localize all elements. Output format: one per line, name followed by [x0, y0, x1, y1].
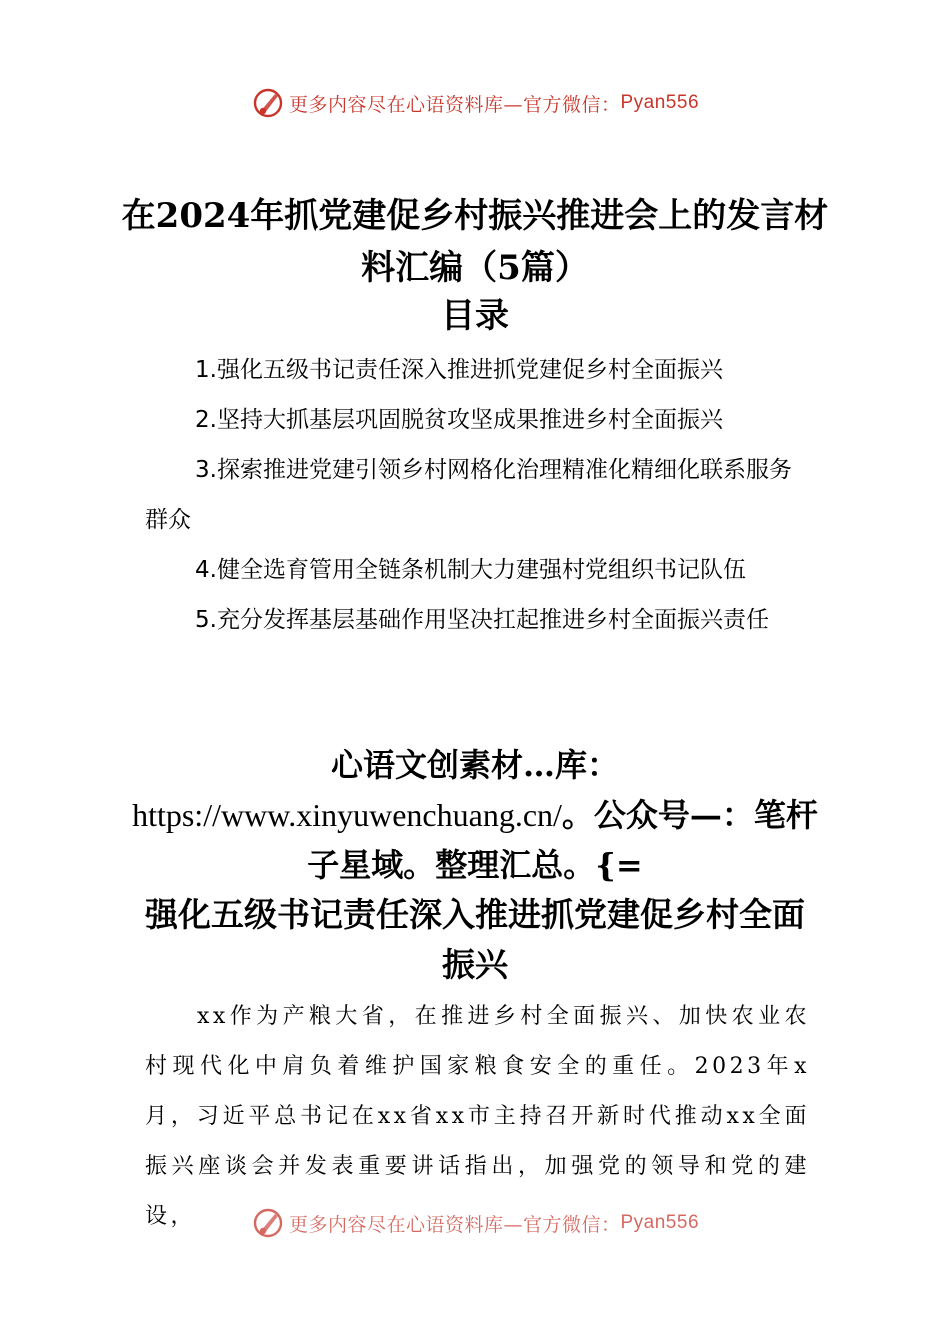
toc-entry-1: 1.强化五级书记责任深入推进抓党建促乡村全面振兴	[195, 357, 723, 383]
promo-suffix: 。公众号—：笔杆子星域。整理汇总。{=	[307, 796, 818, 884]
document-title: 在2024年抓党建促乡村振兴推进会上的发言材料汇编（5篇）	[121, 196, 829, 288]
toc-entry-5: 5.充分发挥基层基础作用坚决扛起推进乡村全面振兴责任	[195, 607, 769, 633]
banner-wechat-id: Pyan556	[620, 92, 700, 113]
banner-wechat-id: Pyan556	[620, 1212, 700, 1233]
table-of-contents	[145, 345, 810, 645]
promo-notice	[130, 740, 820, 890]
body-paragraph: xx作为产粮大省，在推进乡村全面振兴、加快农业农村现代化中肩负着维护国家粮食安全的重任。2023年x月，习近平总书记在xx省xx市主持召开新时代推动xx全面振兴座谈会并发表重要讲话指出，加强党的领导和党的建设，	[145, 1004, 810, 1229]
brush-logo-icon	[251, 1206, 285, 1240]
toc-entry-4: 4.健全选育管用全链条机制大力建强村党组织书记队伍	[195, 557, 746, 583]
brush-logo-icon	[251, 86, 285, 120]
toc-entry-3: 3.探索推进党建引领乡村网格化治理精准化精细化联系服务群众	[145, 457, 792, 533]
banner-text: 更多内容尽在心语资料库—官方微信：	[288, 1213, 621, 1236]
toc-heading: 目录	[441, 296, 509, 336]
promo-prefix: 心语文创素材…库：	[330, 746, 619, 784]
toc-entry-2: 2.坚持大抓基层巩固脱贫攻坚成果推进乡村全面振兴	[195, 407, 723, 433]
banner-text: 更多内容尽在心语资料库—官方微信：	[288, 93, 621, 116]
section-title: 强化五级书记责任深入推进抓党建促乡村全面振兴	[145, 895, 805, 984]
header-watermark-banner	[0, 83, 950, 123]
footer-watermark-banner	[0, 1203, 950, 1243]
promo-url: https://www.xinyuwenchuang.cn/	[132, 797, 562, 833]
